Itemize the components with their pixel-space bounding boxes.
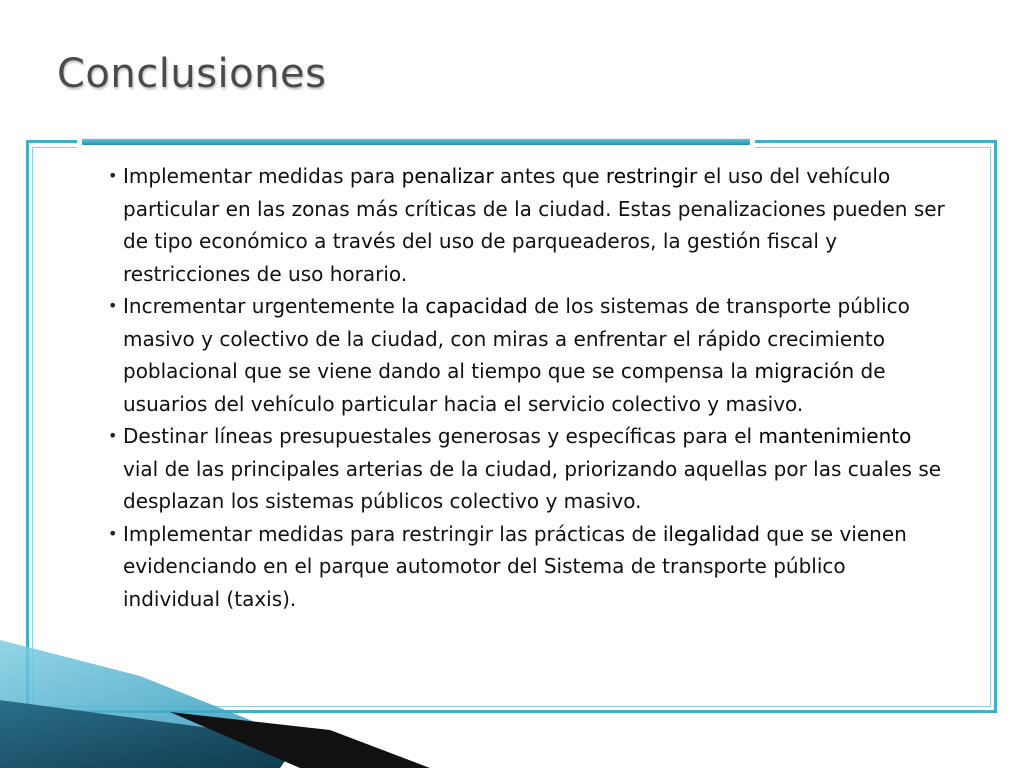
bullet-text <box>123 522 907 611</box>
text-run: de los sistemas de transporte público masivo y colectivo de la ciudad, con miras a enfrentar el rápido crecimiento poblacional que se viene dando al tiempo que se compensa la <box>123 294 910 383</box>
bullet-list <box>108 160 948 615</box>
emphasis-run: capacidad <box>425 294 528 318</box>
bullet-item <box>108 518 948 616</box>
text-run: Incrementar urgentemente la <box>123 294 426 318</box>
text-run: que se vienen evidenciando en el parque automotor del Sistema de transporte público individual (taxis). <box>123 521 907 611</box>
emphasis-run: penalizar <box>401 164 494 188</box>
bullet-text <box>123 164 945 286</box>
bullet-glyph: • <box>108 166 118 185</box>
frame-top-accent-bar <box>77 134 755 150</box>
text-run: antes que <box>493 164 606 188</box>
bullet-glyph: • <box>108 426 118 445</box>
bullet-text <box>123 294 910 416</box>
bullet-item <box>108 160 948 290</box>
accent-bar-fill <box>82 139 750 145</box>
bullet-item <box>108 420 948 518</box>
emphasis-run: restringir <box>605 164 698 188</box>
text-run: Implementar medidas para <box>123 164 402 188</box>
emphasis-run: migración <box>754 359 855 383</box>
bullet-item <box>108 290 948 420</box>
bullet-text <box>123 424 941 513</box>
slide-title: Conclusiones <box>57 51 327 97</box>
text-run: vial de las principales arterias de la ciudad, priorizando aquellas por las cuales se desplazan los sistemas públicos colectivo y masivo. <box>123 456 942 513</box>
bullet-glyph: • <box>108 523 118 543</box>
corner-stripe-black <box>170 712 430 768</box>
text-run: el uso del vehículo particular en las zonas más críticas de la ciudad. Estas penalizaciones pueden ser de tipo económico a través del uso de parqueaderos, la gestión fiscal y restricciones de uso horario. <box>123 164 945 286</box>
emphasis-run: ilegalidad <box>662 521 760 546</box>
bullet-glyph: • <box>108 296 118 315</box>
text-run: Destinar líneas presupuestales generosas y específicas para el <box>123 424 759 448</box>
text-run: de usuarios del vehículo particular hacia el servicio colectivo y masivo. <box>123 359 886 416</box>
emphasis-run: mantenimiento <box>758 424 912 448</box>
text-run: Implementar medidas para restringir las prácticas de <box>123 521 663 546</box>
